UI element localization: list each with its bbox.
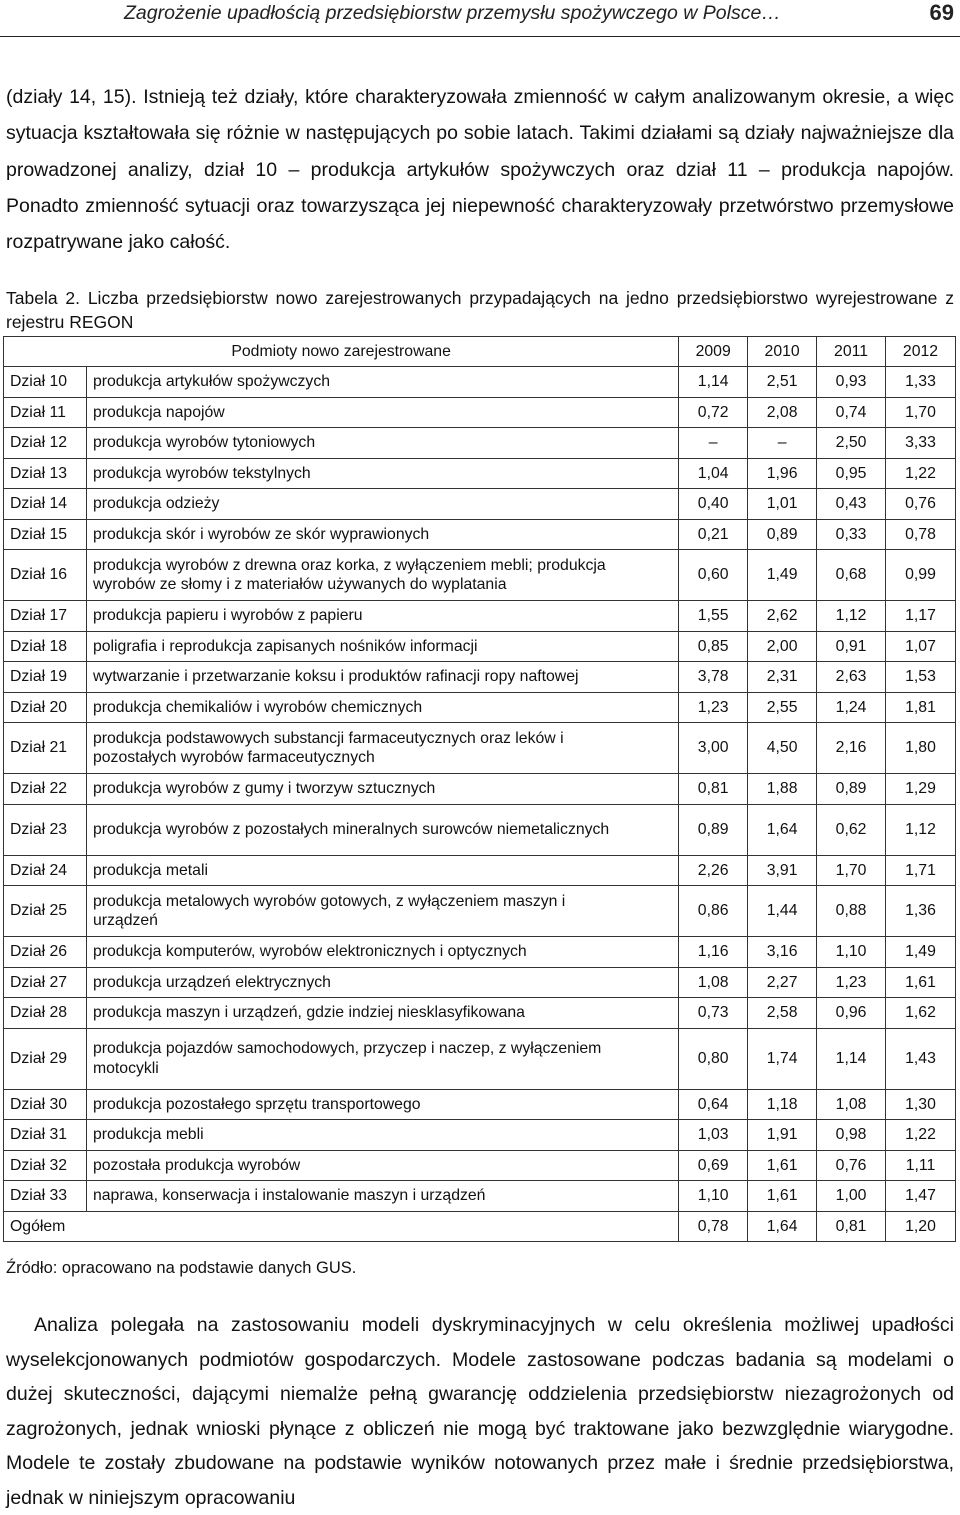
row-code: Dział 14	[4, 489, 87, 520]
row-description: produkcja wyrobów tytoniowych	[86, 428, 678, 459]
table-row	[4, 855, 956, 886]
row-value-2012: 1,12	[886, 804, 956, 855]
row-value-2010: 1,91	[748, 1120, 817, 1151]
page-header	[0, 0, 960, 37]
table-row	[4, 1181, 956, 1212]
table-row	[4, 998, 956, 1029]
row-value-2009: 3,00	[679, 723, 748, 774]
row-description: produkcja artykułów spożywczych	[86, 367, 678, 398]
row-description: pozostała produkcja wyrobów	[86, 1150, 678, 1181]
row-value-2011: 0,33	[817, 519, 886, 550]
row-description: produkcja pojazdów samochodowych, przyczep i naczep, z wyłączeniem motocykli	[86, 1028, 678, 1089]
row-value-2009: 0,89	[679, 804, 748, 855]
row-value-2010: 1,61	[748, 1150, 817, 1181]
row-value-2010: 1,88	[748, 774, 817, 805]
table-row	[4, 458, 956, 489]
row-code: Dział 25	[4, 886, 87, 937]
row-code: Dział 19	[4, 662, 87, 693]
row-value-2012: 1,62	[886, 998, 956, 1029]
row-value-2011: 0,62	[817, 804, 886, 855]
row-value-2012: 1,71	[886, 855, 956, 886]
row-value-2012: 1,29	[886, 774, 956, 805]
table-row	[4, 774, 956, 805]
row-value-2010: 4,50	[748, 723, 817, 774]
row-value-2009: 1,14	[679, 367, 748, 398]
row-value-2009: 0,81	[679, 774, 748, 805]
year-header: 2012	[886, 337, 956, 367]
row-value-2012: 1,80	[886, 723, 956, 774]
row-value-2012: 1,36	[886, 886, 956, 937]
row-value-2009: 0,69	[679, 1150, 748, 1181]
table-total-row	[4, 1211, 956, 1242]
row-code: Dział 22	[4, 774, 87, 805]
regon-ratio-table	[3, 336, 956, 1242]
table-row	[4, 804, 956, 855]
row-value-2009: 2,26	[679, 855, 748, 886]
row-value-2012: 1,61	[886, 967, 956, 998]
row-description: wytwarzanie i przetwarzanie koksu i produktów rafinacji ropy naftowej	[86, 662, 678, 693]
row-code: Dział 32	[4, 1150, 87, 1181]
row-value-2011: 0,93	[817, 367, 886, 398]
intro-paragraph: (działy 14, 15). Istnieją też działy, które charakteryzowała zmienność w całym analizowanym okresie, a więc sytuacja kształtowała się różnie w następujących po sobie latach. Takimi działami są działy najważniejsze dla prowadzonej analizy, dział 10 – produkcja artykułów spożywczych oraz dział 11 – produkcja napojów. Ponadto zmienność sytuacji oraz towarzysząca jej niepewność charakteryzowały przetwórstwo przemysłowe rozpatrywane jako całość.	[6, 86, 954, 254]
row-value-2011: 2,63	[817, 662, 886, 693]
row-value-2012: 1,17	[886, 601, 956, 632]
row-description: produkcja metalowych wyrobów gotowych, z wyłączeniem maszyn i urządzeń	[86, 886, 678, 937]
row-value-2010: –	[748, 428, 817, 459]
row-value-2011: 1,70	[817, 855, 886, 886]
table-row	[4, 1150, 956, 1181]
table-row	[4, 519, 956, 550]
row-code: Dział 29	[4, 1028, 87, 1089]
row-value-2009: 1,16	[679, 937, 748, 968]
table-row	[4, 631, 956, 662]
row-code: Dział 27	[4, 967, 87, 998]
page-number: 69	[929, 0, 954, 25]
row-code: Dział 23	[4, 804, 87, 855]
row-value-2009: 0,72	[679, 397, 748, 428]
row-value-2012: 1,30	[886, 1089, 956, 1120]
table-row	[4, 1120, 956, 1151]
row-value-2011: 0,96	[817, 998, 886, 1029]
row-value-2012: 1,81	[886, 692, 956, 723]
row-value-2012: 3,33	[886, 428, 956, 459]
row-code: Dział 11	[4, 397, 87, 428]
row-value-2011: 2,50	[817, 428, 886, 459]
row-value-2011: 0,89	[817, 774, 886, 805]
row-description: produkcja urządzeń elektrycznych	[86, 967, 678, 998]
row-value-2010: 2,58	[748, 998, 817, 1029]
table-row	[4, 723, 956, 774]
row-value-2010: 3,16	[748, 937, 817, 968]
row-value-2012: 0,99	[886, 550, 956, 601]
row-value-2010: 2,00	[748, 631, 817, 662]
row-value-2011: 0,43	[817, 489, 886, 520]
table-row	[4, 692, 956, 723]
row-value-2012: 1,33	[886, 367, 956, 398]
row-description: produkcja maszyn i urządzeń, gdzie indziej niesklasyfikowana	[86, 998, 678, 1029]
row-description: produkcja pozostałego sprzętu transportowego	[86, 1089, 678, 1120]
row-description: produkcja metali	[86, 855, 678, 886]
row-value-2011: 1,14	[817, 1028, 886, 1089]
table-caption: Tabela 2. Liczba przedsiębiorstw nowo zarejestrowanych przypadających na jedno przedsiębiorstwo wyrejestrowane z rejestru REGON	[6, 288, 954, 332]
row-value-2010: 2,62	[748, 601, 817, 632]
row-value-2010: 2,27	[748, 967, 817, 998]
row-value-2012: 1,22	[886, 1120, 956, 1151]
row-description: produkcja napojów	[86, 397, 678, 428]
body-paragraph	[6, 1308, 954, 1515]
body-paragraph-text: Analiza polegała na zastosowaniu modeli dyskryminacyjnych w celu określenia możliwej upadłości wyselekcjonowanych podmiotów gospodarczych. Modele zastosowane podczas badania są modelami o dużej skuteczności, dającymi niemalże pełną gwarancję oddzielenia przedsiębiorstw niezagrożonych od zagrożonych, jednak wnioski płynące z obliczeń nie mogą być traktowane jako bezwzględnie wiarygodne. Modele te zostały zbudowane na podstawie wyników notowanych przez małe i średnie przedsiębiorstwa, jednak w niniejszym opracowaniu	[6, 1314, 954, 1509]
row-description: produkcja podstawowych substancji farmaceutycznych oraz leków i pozostałych wyrobów farmaceutycznych	[86, 723, 678, 774]
table-header-row	[4, 337, 956, 367]
row-code: Dział 20	[4, 692, 87, 723]
row-code: Dział 15	[4, 519, 87, 550]
table-row	[4, 550, 956, 601]
running-title: Zagrożenie upadłością przedsiębiorstw przemysłu spożywczego w Polsce…	[124, 2, 781, 24]
row-value-2012: 1,11	[886, 1150, 956, 1181]
row-value-2010: 2,31	[748, 662, 817, 693]
table-row	[4, 886, 956, 937]
row-description: produkcja odzieży	[86, 489, 678, 520]
row-value-2010: 1,44	[748, 886, 817, 937]
table-row	[4, 662, 956, 693]
row-value-2011: 0,74	[817, 397, 886, 428]
row-value-2011: 1,12	[817, 601, 886, 632]
year-header: 2010	[748, 337, 817, 367]
row-value-2011: 1,23	[817, 967, 886, 998]
row-value-2010: 1,01	[748, 489, 817, 520]
row-code: Dział 16	[4, 550, 87, 601]
total-value-2010: 1,64	[748, 1211, 817, 1242]
row-description: produkcja wyrobów z pozostałych mineralnych surowców niemetalicznych	[86, 804, 678, 855]
total-value-2011: 0,81	[817, 1211, 886, 1242]
row-value-2009: 1,10	[679, 1181, 748, 1212]
row-value-2012: 0,78	[886, 519, 956, 550]
row-value-2011: 2,16	[817, 723, 886, 774]
year-header: 2009	[679, 337, 748, 367]
row-value-2012: 1,22	[886, 458, 956, 489]
row-code: Dział 17	[4, 601, 87, 632]
row-value-2010: 3,91	[748, 855, 817, 886]
row-value-2009: 1,08	[679, 967, 748, 998]
row-value-2009: 0,73	[679, 998, 748, 1029]
row-value-2012: 1,47	[886, 1181, 956, 1212]
row-description: produkcja wyrobów z drewna oraz korka, z wyłączeniem mebli; produkcja wyrobów ze słomy i z materiałów używanych do wyplatania	[86, 550, 678, 601]
row-description: naprawa, konserwacja i instalowanie maszyn i urządzeń	[86, 1181, 678, 1212]
table-row	[4, 601, 956, 632]
row-description: poligrafia i reprodukcja zapisanych nośników informacji	[86, 631, 678, 662]
row-value-2009: 1,04	[679, 458, 748, 489]
row-value-2011: 0,68	[817, 550, 886, 601]
total-label: Ogółem	[4, 1211, 679, 1242]
row-value-2009: 0,64	[679, 1089, 748, 1120]
row-value-2009: 1,23	[679, 692, 748, 723]
table-row	[4, 489, 956, 520]
row-code: Dział 28	[4, 998, 87, 1029]
row-code: Dział 12	[4, 428, 87, 459]
row-description: produkcja mebli	[86, 1120, 678, 1151]
row-value-2012: 1,70	[886, 397, 956, 428]
row-code: Dział 21	[4, 723, 87, 774]
row-description: produkcja papieru i wyrobów z papieru	[86, 601, 678, 632]
row-value-2011: 0,98	[817, 1120, 886, 1151]
row-code: Dział 13	[4, 458, 87, 489]
row-value-2012: 1,53	[886, 662, 956, 693]
row-value-2012: 1,07	[886, 631, 956, 662]
total-value-2012: 1,20	[886, 1211, 956, 1242]
table-header-label: Podmioty nowo zarejestrowane	[4, 337, 679, 367]
row-value-2009: 0,80	[679, 1028, 748, 1089]
table-body	[4, 367, 956, 1242]
row-description: produkcja skór i wyrobów ze skór wyprawionych	[86, 519, 678, 550]
row-value-2010: 1,49	[748, 550, 817, 601]
row-value-2009: 0,21	[679, 519, 748, 550]
row-value-2010: 2,51	[748, 367, 817, 398]
table-source: Źródło: opracowano na podstawie danych GUS.	[6, 1259, 357, 1277]
row-code: Dział 33	[4, 1181, 87, 1212]
row-value-2011: 1,00	[817, 1181, 886, 1212]
total-value-2009: 0,78	[679, 1211, 748, 1242]
row-value-2009: 1,03	[679, 1120, 748, 1151]
row-value-2009: 0,86	[679, 886, 748, 937]
row-value-2011: 0,91	[817, 631, 886, 662]
row-value-2012: 1,49	[886, 937, 956, 968]
row-value-2012: 0,76	[886, 489, 956, 520]
row-value-2011: 0,88	[817, 886, 886, 937]
row-value-2011: 1,24	[817, 692, 886, 723]
row-value-2010: 1,74	[748, 1028, 817, 1089]
row-value-2010: 1,96	[748, 458, 817, 489]
row-value-2010: 1,61	[748, 1181, 817, 1212]
row-code: Dział 18	[4, 631, 87, 662]
row-value-2009: 3,78	[679, 662, 748, 693]
row-value-2009: 0,60	[679, 550, 748, 601]
row-description: produkcja wyrobów z gumy i tworzyw sztucznych	[86, 774, 678, 805]
row-value-2010: 2,55	[748, 692, 817, 723]
row-description: produkcja chemikaliów i wyrobów chemicznych	[86, 692, 678, 723]
year-header: 2011	[817, 337, 886, 367]
row-value-2010: 2,08	[748, 397, 817, 428]
row-code: Dział 26	[4, 937, 87, 968]
row-code: Dział 10	[4, 367, 87, 398]
table-row	[4, 937, 956, 968]
row-value-2009: 0,40	[679, 489, 748, 520]
row-value-2009: 1,55	[679, 601, 748, 632]
table-row	[4, 967, 956, 998]
row-description: produkcja komputerów, wyrobów elektronicznych i optycznych	[86, 937, 678, 968]
row-value-2011: 0,76	[817, 1150, 886, 1181]
row-value-2011: 1,08	[817, 1089, 886, 1120]
table-row	[4, 1089, 956, 1120]
row-value-2009: 0,85	[679, 631, 748, 662]
table-row	[4, 397, 956, 428]
row-description: produkcja wyrobów tekstylnych	[86, 458, 678, 489]
row-value-2010: 1,64	[748, 804, 817, 855]
row-code: Dział 31	[4, 1120, 87, 1151]
row-code: Dział 30	[4, 1089, 87, 1120]
table-row	[4, 1028, 956, 1089]
row-value-2009: –	[679, 428, 748, 459]
row-value-2011: 0,95	[817, 458, 886, 489]
row-code: Dział 24	[4, 855, 87, 886]
table-row	[4, 367, 956, 398]
row-value-2012: 1,43	[886, 1028, 956, 1089]
table-row	[4, 428, 956, 459]
row-value-2010: 1,18	[748, 1089, 817, 1120]
row-value-2011: 1,10	[817, 937, 886, 968]
row-value-2010: 0,89	[748, 519, 817, 550]
